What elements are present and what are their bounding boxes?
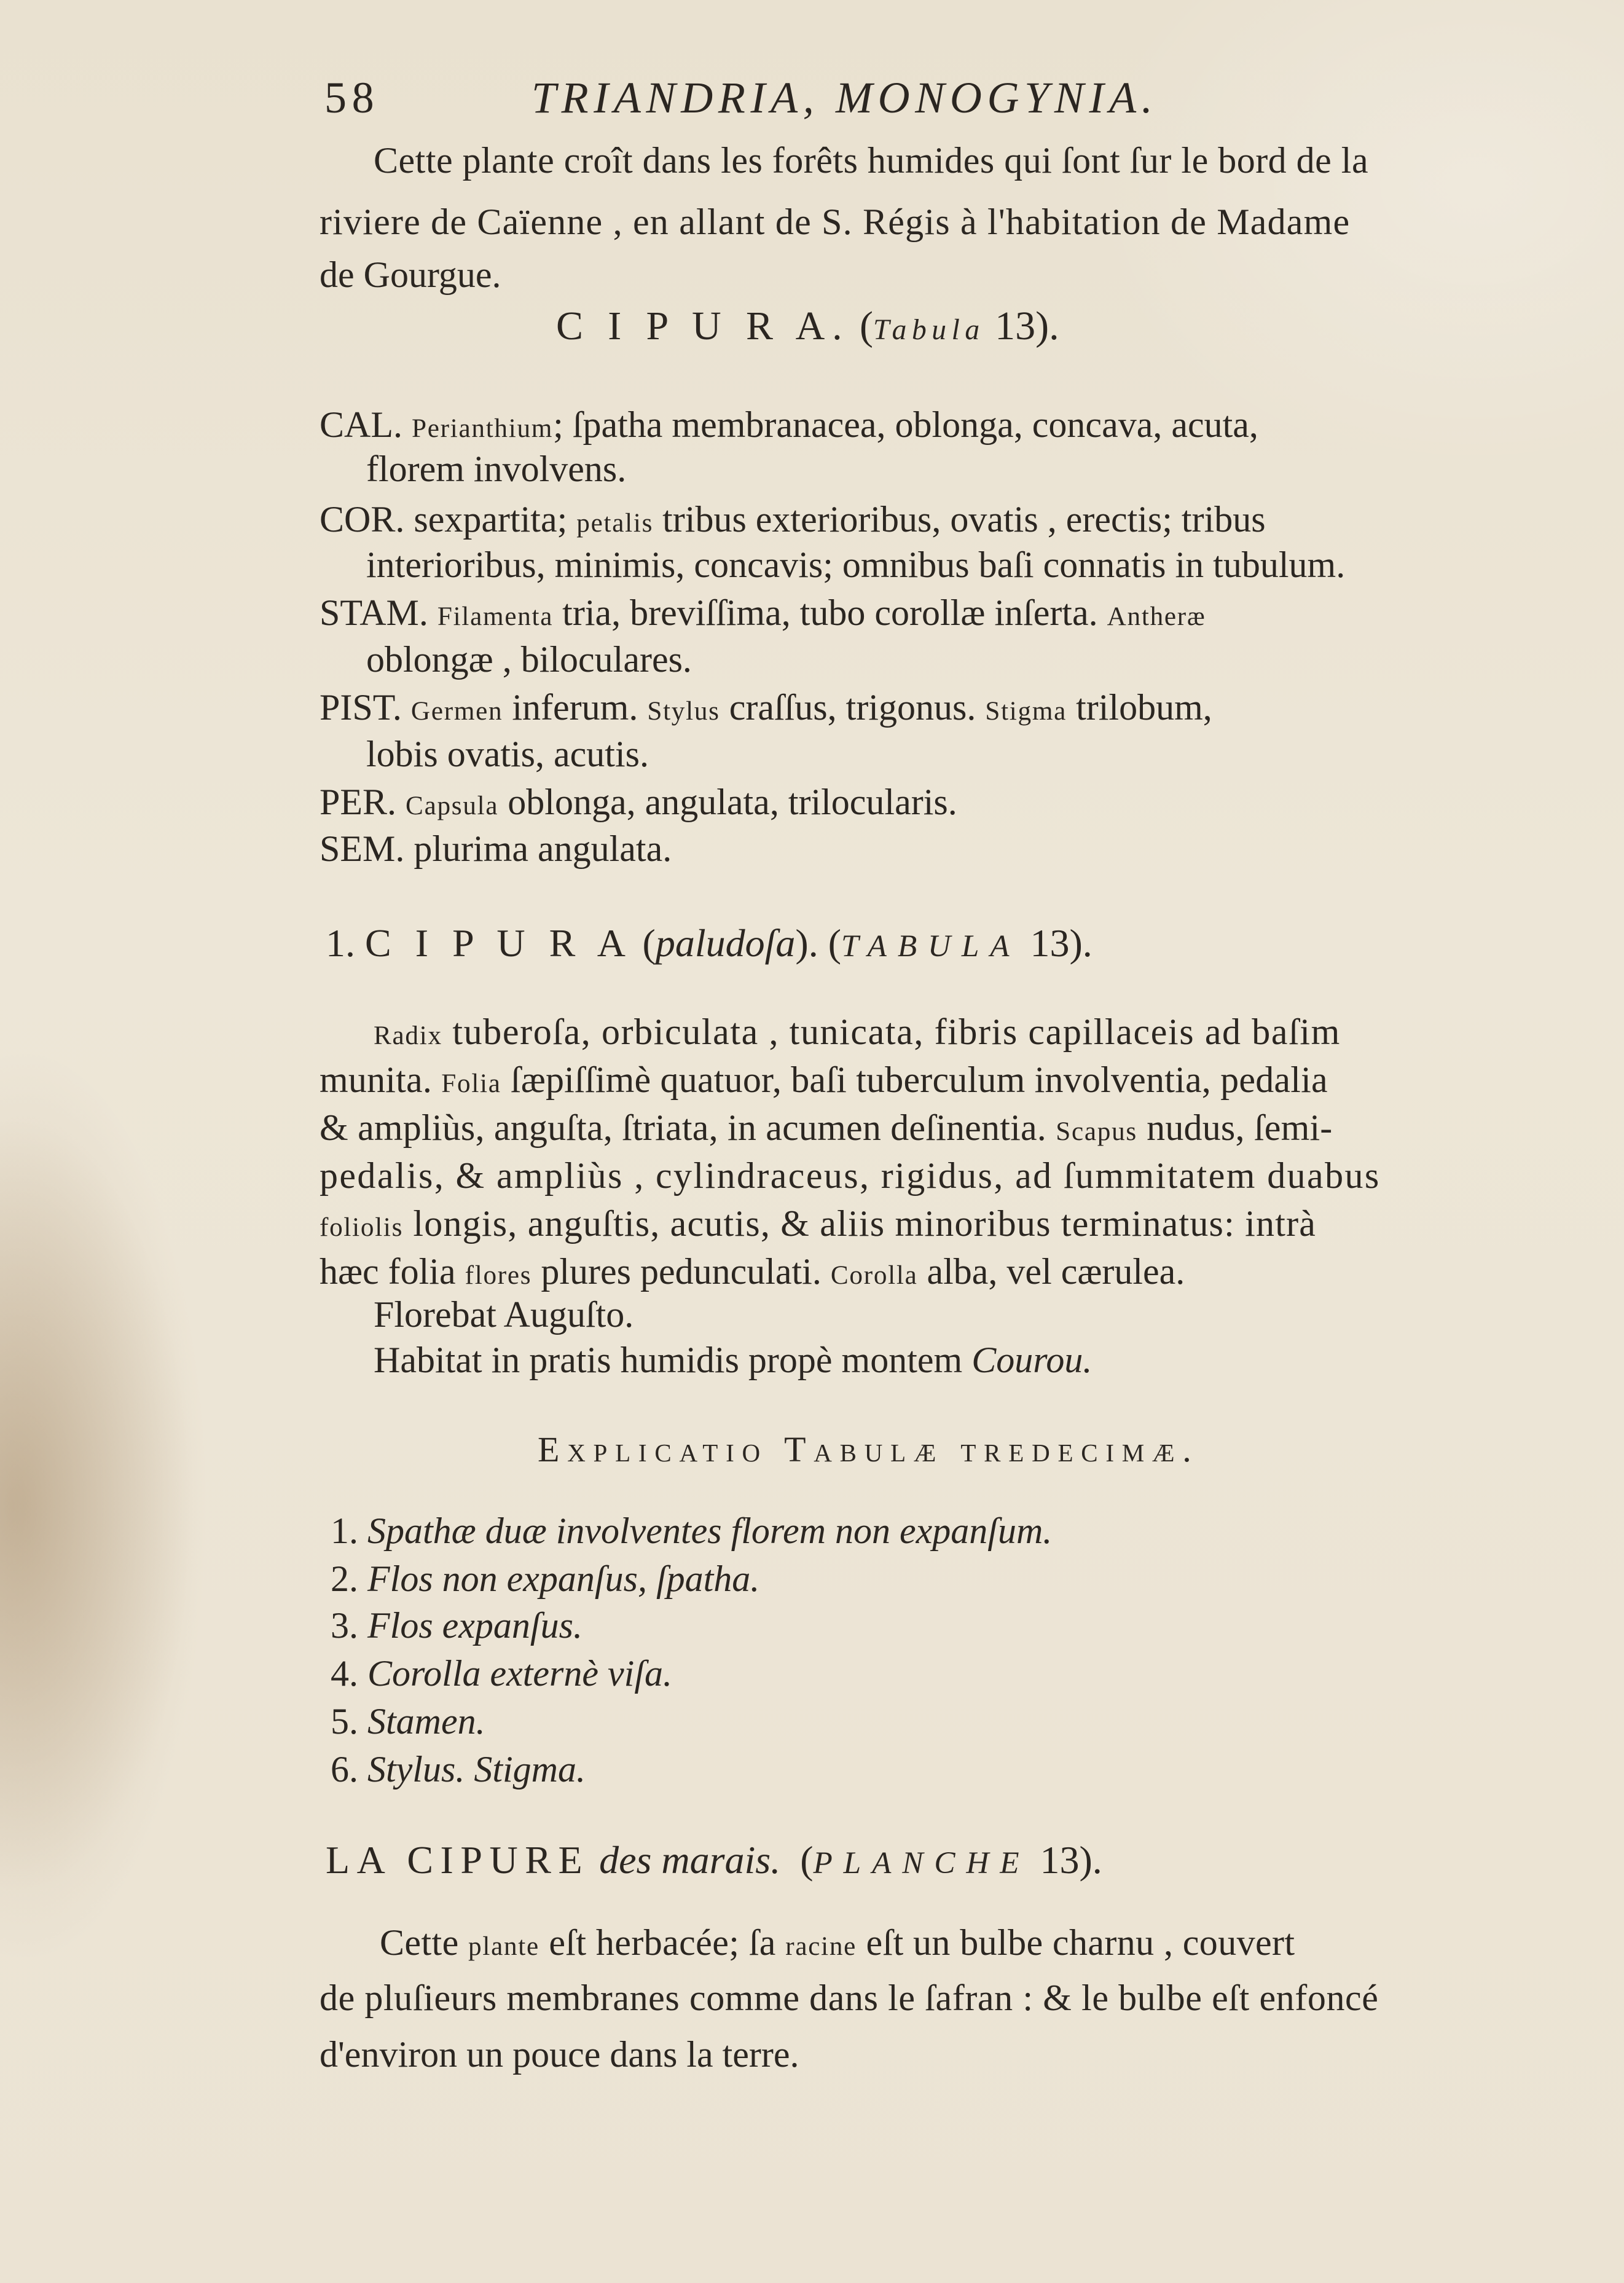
char-pist-cont: lobis ovatis, acutis.	[366, 734, 649, 774]
char-abbr: CAL.	[320, 404, 402, 445]
french-term: plante	[468, 1932, 539, 1961]
desc-line-3	[320, 1104, 1333, 1156]
french-line-1	[380, 1919, 1295, 1971]
french-planche: PLANCHE	[813, 1845, 1030, 1880]
item-number: 5.	[331, 1701, 358, 1742]
desc-text: ſæpiſſimè quatuor, baſi tuberculum involventia, pedalia	[501, 1059, 1328, 1100]
char-abbr: PIST.	[320, 687, 402, 728]
habitat-place: Courou.	[971, 1340, 1092, 1380]
french-heading: LA CIPURE des marais. (PLANCHE 13).	[326, 1838, 1102, 1882]
french-qualifier: des marais.	[599, 1838, 781, 1882]
desc-line-1	[374, 1008, 1341, 1060]
habitat-text: Habitat in pratis humidis propè montem	[374, 1340, 972, 1380]
char-abbr: STAM.	[320, 592, 428, 633]
desc-text: pedalis, & ampliùs , cylindraceus, rigidus, ad ſummitatem duabus	[320, 1155, 1381, 1196]
item-text: Stylus. Stigma.	[367, 1749, 586, 1790]
char-text: tribus exterioribus, ovatis , erectis; tribus	[653, 499, 1266, 540]
species-heading: 1. C I P U R A (paludoſa). (TABULA 13).	[326, 921, 1092, 965]
french-term: racine	[785, 1932, 857, 1961]
desc-term: Folia	[441, 1069, 501, 1098]
item-text: Corolla externè viſa.	[367, 1653, 672, 1694]
char-stam	[320, 589, 1206, 641]
genus-plate-number: 13).	[995, 304, 1059, 348]
page-stain-left	[0, 1045, 209, 1967]
species-epithet: paludoſa	[655, 921, 796, 965]
intro-line-3: de Gourgue.	[320, 254, 501, 295]
char-cor-cont: interioribus, minimis, concavis; omnibus baſi connatis in tubulum.	[366, 544, 1346, 585]
genus-name: C I P U R A.	[556, 304, 850, 348]
desc-text: tuberoſa, orbiculata , tunicata, fibris capillaceis ad baſim	[442, 1012, 1341, 1052]
species-genus: C I P U R A	[365, 921, 633, 965]
char-sem	[320, 825, 672, 873]
french-text: eſt herbacée; ſa	[539, 1922, 786, 1963]
species-number: 1.	[326, 921, 355, 965]
char-text: craſſus, trigonus.	[720, 687, 986, 728]
page-number: 58	[324, 73, 380, 122]
desc-term: Scapus	[1056, 1117, 1137, 1146]
french-text: de pluſieurs membranes comme dans le ſafran : & le bulbe eſt enfoncé	[320, 1978, 1379, 2018]
french-plate: 13).	[1040, 1838, 1102, 1882]
desc-text: nudus, ſemi-	[1137, 1107, 1333, 1148]
desc-term: Radix	[374, 1021, 442, 1050]
char-cor	[320, 495, 1266, 548]
item-text: Flos expanſus.	[367, 1605, 583, 1646]
desc-line-5	[320, 1200, 1316, 1252]
species-plate: 13).	[1030, 921, 1092, 965]
char-term: Antheræ	[1107, 602, 1206, 631]
char-stam-cont: oblongæ , biloculares.	[366, 639, 692, 680]
char-pist	[320, 683, 1212, 736]
item-number: 3.	[331, 1605, 358, 1646]
char-text: sexpartita;	[414, 499, 577, 540]
explicatio-item-3	[331, 1601, 583, 1649]
explicatio-item-4	[331, 1649, 672, 1697]
char-term: Capsula	[406, 792, 499, 820]
item-text: Flos non expanſus, ſpatha.	[367, 1558, 760, 1599]
species-tabula: TABULA	[841, 929, 1021, 964]
explicatio-item-2	[331, 1555, 759, 1603]
desc-text: alba, vel cærulea.	[917, 1251, 1185, 1292]
char-per	[320, 778, 957, 830]
char-cal-cont: florem involvens.	[366, 449, 627, 489]
desc-text: hæc folia	[320, 1251, 465, 1292]
char-term: Germen	[410, 697, 503, 726]
running-title: TRIANDRIA, MONOGYNIA.	[532, 73, 1158, 122]
french-text: Cette	[380, 1922, 469, 1963]
char-abbr: PER.	[320, 782, 397, 822]
french-line-2	[320, 1974, 1379, 2022]
item-text: Spathæ duæ involventes florem non expanſum.	[367, 1511, 1053, 1551]
french-name: LA CIPURE	[326, 1838, 590, 1882]
desc-line-2	[320, 1056, 1328, 1108]
desc-term: flores	[465, 1261, 532, 1290]
desc-text: plures pedunculati.	[532, 1251, 831, 1292]
explicatio-item-1	[331, 1507, 1052, 1555]
char-term: Filamenta	[437, 602, 554, 631]
char-text: trilobum,	[1067, 687, 1212, 728]
french-text: d'environ un pouce dans la terre.	[320, 2034, 799, 2075]
char-text: inferum.	[503, 687, 648, 728]
char-term: Stigma	[985, 697, 1067, 726]
char-text: oblonga, angulata, trilocularis.	[498, 782, 957, 822]
explicatio-item-6	[331, 1745, 586, 1793]
genus-tabula: Tabula	[873, 314, 985, 346]
char-text: plurima angulata.	[404, 828, 672, 869]
char-abbr: COR.	[320, 499, 405, 540]
char-term: Perianthium	[412, 414, 554, 443]
item-number: 4.	[331, 1653, 358, 1694]
char-text: ; ſpatha membranacea, oblonga, concava, acuta,	[553, 404, 1258, 445]
char-text: tria, breviſſima, tubo corollæ inſerta.	[553, 592, 1107, 633]
desc-text: longis, anguſtis, acutis, & aliis minoribus terminatus: intrà	[403, 1203, 1317, 1244]
desc-text: & ampliùs, anguſta, ſtriata, in acumen deſinentia.	[320, 1107, 1056, 1148]
desc-term: foliolis	[320, 1213, 404, 1242]
char-term: petalis	[576, 509, 654, 538]
genus-open-paren: (	[860, 304, 874, 348]
flowering-line: Florebat Auguſto.	[374, 1294, 634, 1335]
item-number: 6.	[331, 1749, 358, 1790]
intro-line-1: Cette plante croît dans les forêts humides qui ſont ſur le bord de la	[374, 140, 1369, 181]
genus-heading	[556, 302, 1059, 354]
item-number: 2.	[331, 1558, 358, 1599]
item-text: Stamen.	[367, 1701, 485, 1742]
explicatio-item-5	[331, 1697, 485, 1745]
french-line-3	[320, 2030, 799, 2078]
habitat-line	[374, 1336, 1092, 1384]
char-term: Stylus	[647, 697, 720, 726]
desc-line-4	[320, 1152, 1381, 1200]
french-text: eſt un bulbe charnu , couvert	[857, 1922, 1295, 1963]
explicatio-title: Explicatio Tabulæ tredecimæ.	[538, 1429, 1199, 1469]
char-abbr: SEM.	[320, 828, 405, 869]
intro-line-2: riviere de Caïenne , en allant de S. Régis à l'habitation de Madame	[320, 202, 1351, 242]
item-number: 1.	[331, 1511, 358, 1551]
desc-text: munita.	[320, 1059, 442, 1100]
desc-term: Corolla	[830, 1261, 918, 1290]
